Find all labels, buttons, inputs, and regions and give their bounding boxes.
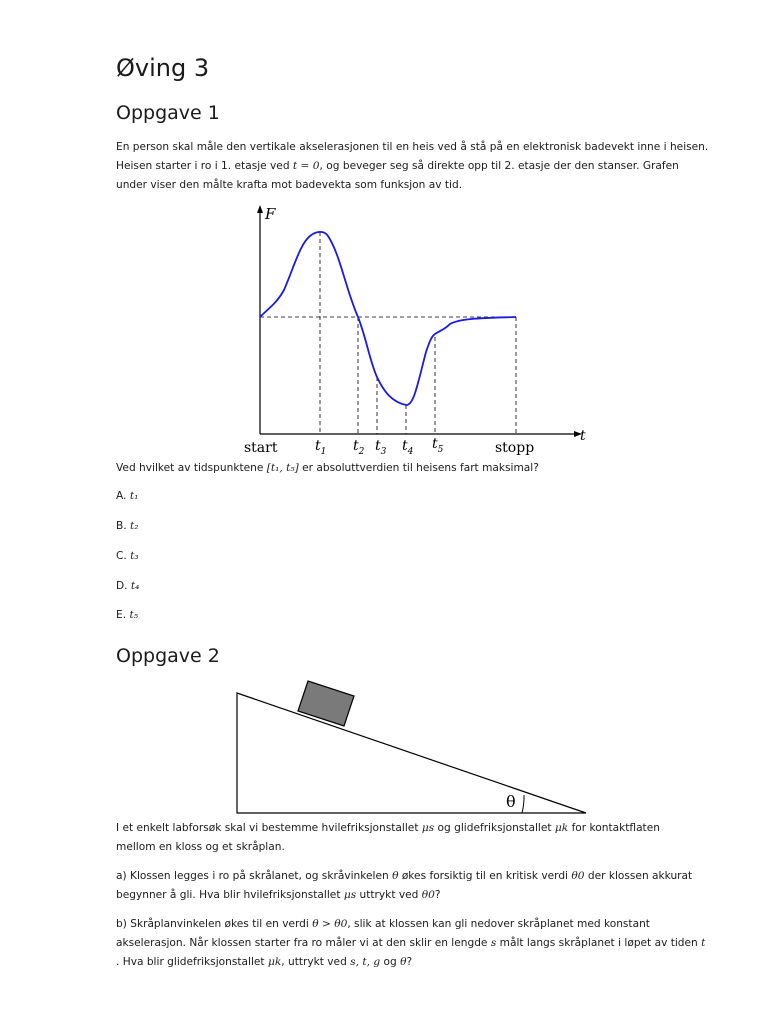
math-theta0: θ0	[571, 870, 585, 882]
tick-t2: $t_2$	[353, 438, 365, 457]
math-s: s	[490, 937, 497, 949]
option-c[interactable]	[116, 550, 139, 562]
p1-text-a: I et enkelt labforsøk skal vi bestemme hvilefriksjonstallet	[116, 822, 422, 834]
incline-figure	[230, 676, 592, 818]
pa-text-1b: økes forsiktig til en kritisk verdi	[398, 870, 572, 882]
task2-part-a	[116, 867, 716, 905]
task1-intro	[116, 138, 716, 195]
y-axis-arrow-icon	[257, 205, 263, 213]
option-value: t₃	[130, 550, 139, 562]
math-theta-gt-theta0: θ > θ0	[312, 918, 348, 930]
task2-intro	[116, 819, 716, 857]
task1-heading: Oppgave 1	[116, 102, 220, 124]
intro-math-t0: t = 0	[292, 160, 320, 172]
math-theta0: θ0	[421, 889, 435, 901]
option-value: t₁	[129, 490, 139, 502]
pb-text-2b: målt langs skråplanet i løpet av tiden	[496, 937, 702, 949]
tick-start: start	[244, 440, 278, 456]
p1-line-2: mellom en kloss og et skråplan.	[116, 841, 285, 853]
option-value: t₂	[130, 520, 139, 532]
pa-text-2a: begynner å gli. Hva blir hvilefriksjonstallet	[116, 889, 344, 901]
tick-t4: $t_4$	[402, 438, 414, 457]
intro-line-2a: Heisen starter i ro i 1. etasje ved	[116, 160, 293, 172]
tick-t3: $t_3$	[375, 438, 387, 457]
pb-text-3d: ?	[406, 956, 413, 968]
option-letter: D.	[116, 580, 128, 592]
option-b[interactable]	[116, 520, 139, 532]
pa-text-2b: uttrykt ved	[356, 889, 422, 901]
math-mu-k: μk	[267, 956, 282, 968]
option-letter: B.	[116, 520, 127, 532]
pb-text-3a: . Hva blir glidefriksjonstallet	[116, 956, 268, 968]
pa-text-2c: ?	[434, 889, 441, 901]
option-letter: E.	[116, 609, 127, 621]
tick-t1: $t_1$	[315, 438, 327, 457]
task2-part-b	[116, 915, 716, 972]
intro-line-2b: , og beveger seg så direkte opp til 2. etasje der den stanser. Grafen	[319, 160, 679, 172]
pb-text-1a: b) Skråplanvinkelen økes til en verdi	[116, 918, 313, 930]
pb-text-3c: og	[380, 956, 401, 968]
math-t: t	[701, 937, 706, 949]
question-text-b: er absoluttverdien til heisens fart maksimal?	[298, 462, 539, 474]
intro-line-1: En person skal måle den vertikale akselerasjonen til en heis ved å stå på en elektronisk badevekt inne i heisen.	[116, 141, 709, 153]
option-letter: C.	[116, 550, 127, 562]
page-title: Øving 3	[116, 54, 210, 82]
math-theta: θ	[400, 956, 407, 968]
incline-triangle	[237, 693, 586, 813]
option-letter: A.	[116, 490, 127, 502]
pa-text-1c: der klossen akkurat	[584, 870, 693, 882]
math-mu-s: μs	[421, 822, 435, 834]
tick-stopp: stopp	[495, 440, 535, 456]
option-value: t₅	[129, 609, 138, 621]
task1-question	[116, 459, 716, 478]
angle-label: θ	[506, 792, 516, 811]
intro-line-3: under viser den målte krafta mot badevekta som funksjon av tid.	[116, 179, 463, 191]
p1-text-c: for kontaktflaten	[568, 822, 660, 834]
force-time-graph	[236, 202, 596, 460]
tick-t5: $t_5$	[432, 436, 444, 455]
p1-text-b: og glidefriksjonstallet	[434, 822, 555, 834]
option-a[interactable]	[116, 490, 138, 502]
task2-heading: Oppgave 2	[116, 645, 220, 667]
option-value: t₄	[130, 580, 140, 592]
option-e[interactable]	[116, 609, 138, 621]
question-text-a: Ved hvilket av tidspunktene	[116, 462, 267, 474]
option-d[interactable]	[116, 580, 139, 592]
math-mu-s: μs	[343, 889, 357, 901]
pa-text-1a: a) Klossen legges i ro på skrålanet, og skråvinkelen	[116, 870, 393, 882]
force-curve	[260, 232, 516, 405]
x-axis-label: t	[580, 428, 586, 444]
pb-text-2a: akselerasjon. Når klossen starter fra ro måler vi at den sklir en lengde	[116, 937, 491, 949]
math-s-t-g: s, t, g	[350, 956, 381, 968]
pb-text-1b: , slik at klossen kan gli nedover skråplanet med konstant	[347, 918, 650, 930]
question-interval: [t₁, t₅]	[266, 462, 299, 474]
math-theta: θ	[392, 870, 399, 882]
pb-text-3b: , uttrykt ved	[281, 956, 351, 968]
y-axis-label: F	[265, 205, 276, 223]
math-mu-k: μk	[554, 822, 569, 834]
